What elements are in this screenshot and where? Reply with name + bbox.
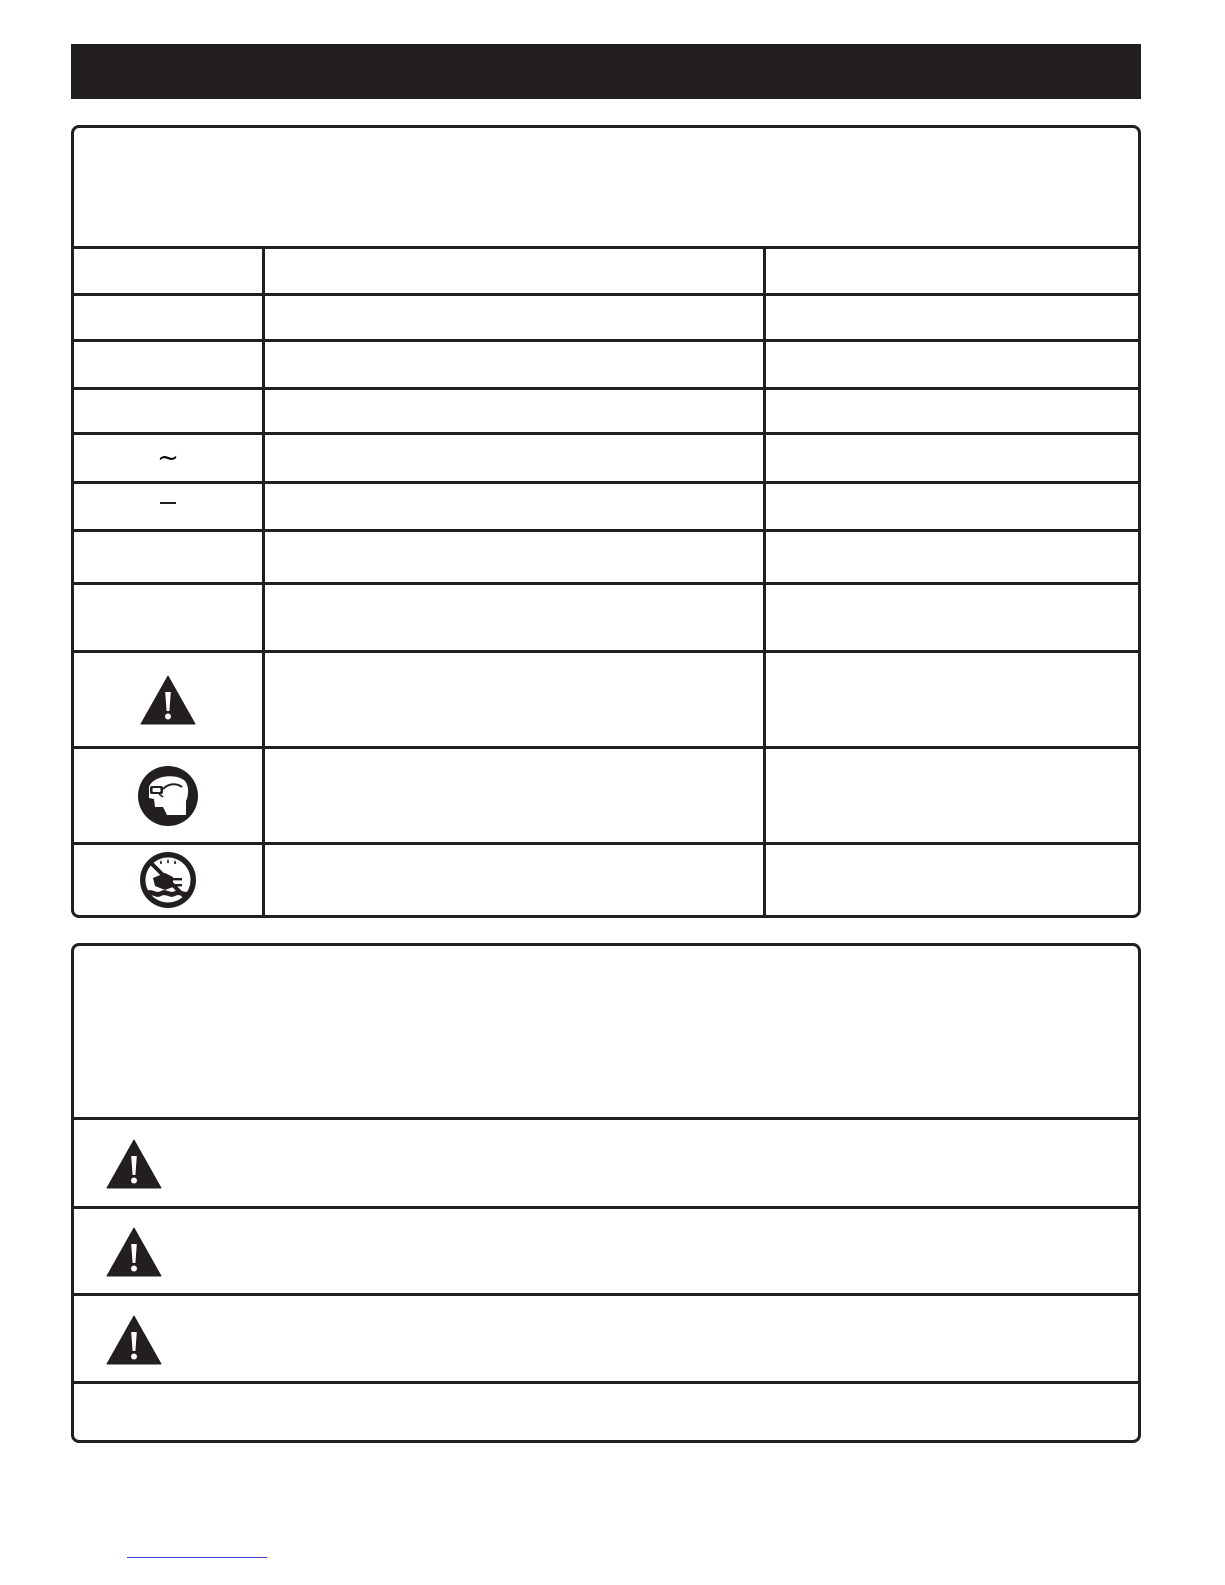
- signal-words-table: [71, 943, 1141, 1443]
- no-wet-conditions-icon: [139, 851, 197, 909]
- safety-alert-icon: [106, 1227, 162, 1277]
- safety-alert-icon: [106, 1315, 162, 1365]
- direct-current-icon: [160, 502, 176, 504]
- table-rule: [74, 293, 1138, 296]
- symbols-table: [71, 125, 1141, 918]
- table-row: [104, 1314, 164, 1366]
- table-row: [74, 653, 262, 746]
- footer-link-underline[interactable]: [127, 1557, 267, 1558]
- table-rule: [74, 1206, 1138, 1209]
- table-rule: [74, 1293, 1138, 1296]
- table-row: [74, 483, 262, 528]
- table-rule: [74, 246, 1138, 249]
- column-divider: [763, 246, 766, 915]
- table-row: [74, 749, 262, 842]
- alternating-current-symbol: ~: [157, 442, 179, 473]
- table-rule: [74, 1381, 1138, 1384]
- column-divider: [262, 246, 265, 915]
- table-row: [74, 434, 262, 481]
- table-rule: [74, 339, 1138, 342]
- eye-protection-icon: [137, 765, 199, 827]
- safety-alert-icon: [140, 675, 196, 725]
- table-row: [104, 1138, 164, 1190]
- table-rule: [74, 582, 1138, 585]
- table-row: [104, 1226, 164, 1278]
- header-bar: [71, 44, 1141, 99]
- table-rule: [74, 1117, 1138, 1120]
- table-rule: [74, 529, 1138, 532]
- safety-alert-icon: [106, 1139, 162, 1189]
- table-row: [74, 845, 262, 915]
- table-rule: [74, 387, 1138, 390]
